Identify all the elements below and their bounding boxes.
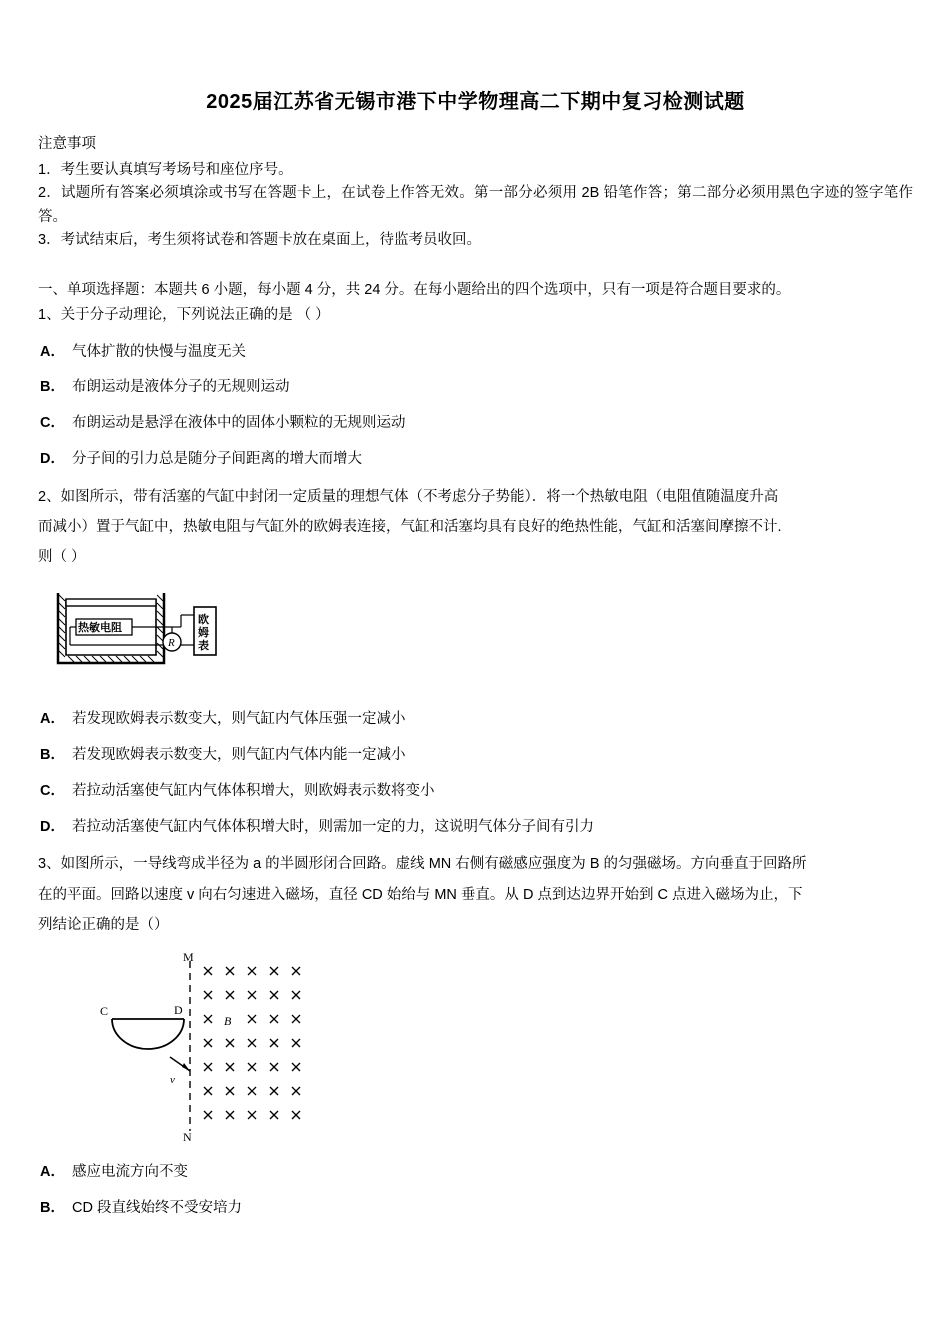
option-text: CD 段直线始终不受安培力: [71, 1199, 242, 1216]
svg-text:N: N: [183, 1130, 192, 1144]
option-label: A．: [40, 1164, 65, 1181]
option-text: 布朗运动是液体分子的无规则运动: [71, 379, 290, 396]
question-1-stem: 1、关于分子动理论，下列说法正确的是 （ ）: [38, 307, 330, 324]
section-one-heading: 一、单项选择题：本题共 6 小题，每小题 4 分，共 24 分。在每小题给出的四个选项中，只有一项是符合题目要求的。: [38, 281, 791, 298]
question-2-option-a: [38, 709, 913, 731]
question-1-option-d: [38, 449, 913, 471]
option-label: D．: [40, 450, 65, 467]
svg-text:M: M: [183, 953, 194, 965]
question-1-option-a: [38, 342, 913, 364]
svg-text:B: B: [224, 1014, 232, 1029]
option-text: 布朗运动是悬浮在液体中的固体小颗粒的无规则运动: [71, 415, 406, 432]
question-2-option-b: [38, 745, 913, 767]
svg-text:欧: 欧: [198, 614, 209, 627]
option-text: 分子间的引力总是随分子间距离的增大而增大: [71, 450, 362, 467]
question-3-stem-line-3: 列结论正确的是（）: [38, 916, 169, 933]
option-label: B．: [40, 1199, 65, 1216]
option-label: A．: [40, 711, 65, 728]
page-title: 2025届江苏省无锡市港下中学物理高二下期中复习检测试题: [206, 91, 745, 113]
svg-text:热敏电阻: 热敏电阻: [78, 622, 122, 635]
option-text: 若发现欧姆表示数变大，则气缸内气体压强一定减小: [71, 711, 406, 728]
svg-text:姆: 姆: [198, 627, 209, 640]
svg-text:R: R: [168, 637, 175, 650]
svg-text:表: 表: [198, 640, 209, 653]
semicircle-loop-magnetic-field-figure: [78, 953, 913, 1148]
question-2-stem-line-1: 2、如图所示，带有活塞的气缸中封闭一定质量的理想气体（不考虑分子势能）．将一个热敏电阻（电阻值随温度升高: [38, 488, 779, 505]
question-1-option-b: [38, 377, 913, 399]
option-text: 感应电流方向不变: [71, 1164, 188, 1181]
option-text: 若发现欧姆表示数变大，则气缸内气体内能一定减小: [71, 747, 406, 764]
cylinder-thermistor-ohmmeter-figure: [46, 585, 913, 695]
notice-item-1: 1．考生要认真填写考场号和座位序号。: [38, 162, 293, 178]
question-3-option-b: [38, 1198, 913, 1220]
option-text: 气体扩散的快慢与温度无关: [71, 343, 246, 360]
option-label: C．: [40, 782, 65, 799]
option-label: C．: [40, 415, 65, 432]
option-label: A．: [40, 343, 65, 360]
option-label: B．: [40, 379, 65, 396]
svg-text:D: D: [174, 1003, 183, 1018]
question-2-stem-line-3: 则（ ）: [38, 549, 86, 566]
option-text: 若拉动活塞使气缸内气体体积增大，则欧姆表示数将变小: [71, 782, 435, 799]
question-3-stem-line-1: 3、如图所示，一导线弯成半径为 a 的半圆形闭合回路。虚线 MN 右侧有磁感应强度为 B 的匀强磁场。方向垂直于回路所: [38, 856, 807, 873]
question-3-option-a: [38, 1162, 913, 1184]
notice-heading: 注意事项: [38, 136, 96, 152]
option-label: B．: [40, 747, 65, 764]
question-2-option-c: [38, 781, 913, 803]
option-text: 若拉动活塞使气缸内气体体积增大时，则需加一定的力，这说明气体分子间有引力: [71, 818, 594, 835]
question-2-option-d: [38, 817, 913, 839]
question-3-stem-line-2: 在的平面。回路以速度 v 向右匀速进入磁场，直径 CD 始绐与 MN 垂直。从 D 点到达边界开始到 C 点进入磁场为止，下: [38, 886, 803, 903]
svg-text:v: v: [170, 1074, 175, 1087]
svg-text:C: C: [100, 1004, 109, 1019]
question-1-option-c: [38, 413, 913, 435]
question-2-stem-line-2: 而减小）置于气缸中，热敏电阻与气缸外的欧姆表连接，气缸和活塞均具有良好的绝热性能，气缸和活塞间摩擦不计.: [38, 518, 782, 535]
option-label: D．: [40, 818, 65, 835]
notice-item-2: 2．试题所有答案必须填涂或书写在答题卡上，在试卷上作答无效。第一部分必须用 2B 铅笔作答；第二部分必须用黑色字迹的签字笔作答。: [38, 185, 913, 225]
document-content: [38, 85, 913, 1220]
notice-item-3: 3．考试结束后，考生须将试卷和答题卡放在桌面上，待监考员收回。: [38, 232, 482, 249]
